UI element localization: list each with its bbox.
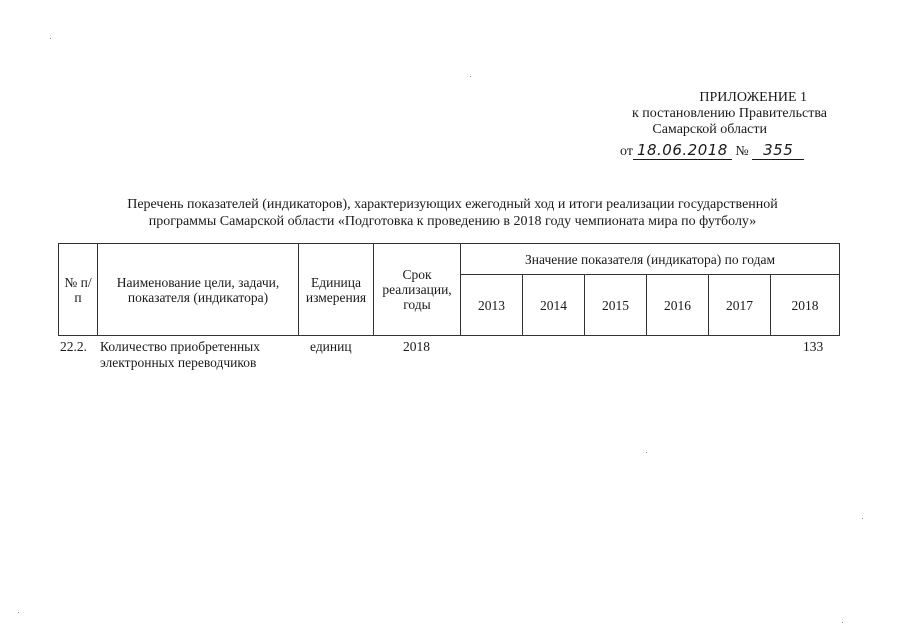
appendix-resolution: к постановлению Правительства — [631, 106, 827, 121]
row-unit: единиц — [310, 339, 352, 354]
header-values-group: Значение показателя (индикатора) по годам — [461, 244, 840, 275]
appendix-region: Самарской области — [652, 122, 767, 137]
title-line-1: Перечень показателей (индикаторов), характеризующих ежегодный ход и итоги реализации государственной — [127, 197, 778, 212]
appendix-date-number — [620, 141, 804, 160]
row-name-line-1: Количество приобретенных — [100, 339, 261, 354]
header-year: 2017 — [709, 275, 771, 336]
title-line-2: программы Самарской области «Подготовка к проведению в 2018 году чемпионата мира по футболу» — [148, 214, 757, 229]
row-name-line-2: электронных переводчиков — [100, 355, 257, 370]
header-year: 2018 — [771, 275, 840, 336]
header-year: 2014 — [523, 275, 585, 336]
appendix-block — [567, 90, 827, 138]
scan-speck — [18, 612, 19, 613]
date-prefix: от — [620, 144, 633, 159]
row-value-2018: 133 — [803, 339, 824, 354]
handwritten-date: 18.06.2018 — [633, 141, 732, 160]
scan-speck — [470, 76, 471, 77]
header-num: № п/п — [59, 244, 98, 336]
indicators-table-header — [58, 243, 840, 336]
header-name: Наименование цели, задачи, показателя (индикатора) — [98, 244, 299, 336]
appendix-heading: ПРИЛОЖЕНИЕ 1 — [699, 90, 807, 105]
scan-speck — [50, 38, 51, 39]
scan-speck — [862, 518, 863, 519]
header-year: 2015 — [585, 275, 647, 336]
number-prefix: № — [735, 144, 749, 159]
header-unit: Единица измерения — [299, 244, 374, 336]
handwritten-number: 355 — [752, 141, 804, 160]
document-title — [40, 196, 865, 230]
row-num: 22.2. — [60, 339, 87, 354]
header-year: 2016 — [647, 275, 709, 336]
scan-speck — [842, 622, 843, 623]
header-term: Срок реализации, годы — [374, 244, 461, 336]
row-term: 2018 — [403, 339, 430, 354]
header-year: 2013 — [461, 275, 523, 336]
scan-speck — [646, 452, 647, 453]
